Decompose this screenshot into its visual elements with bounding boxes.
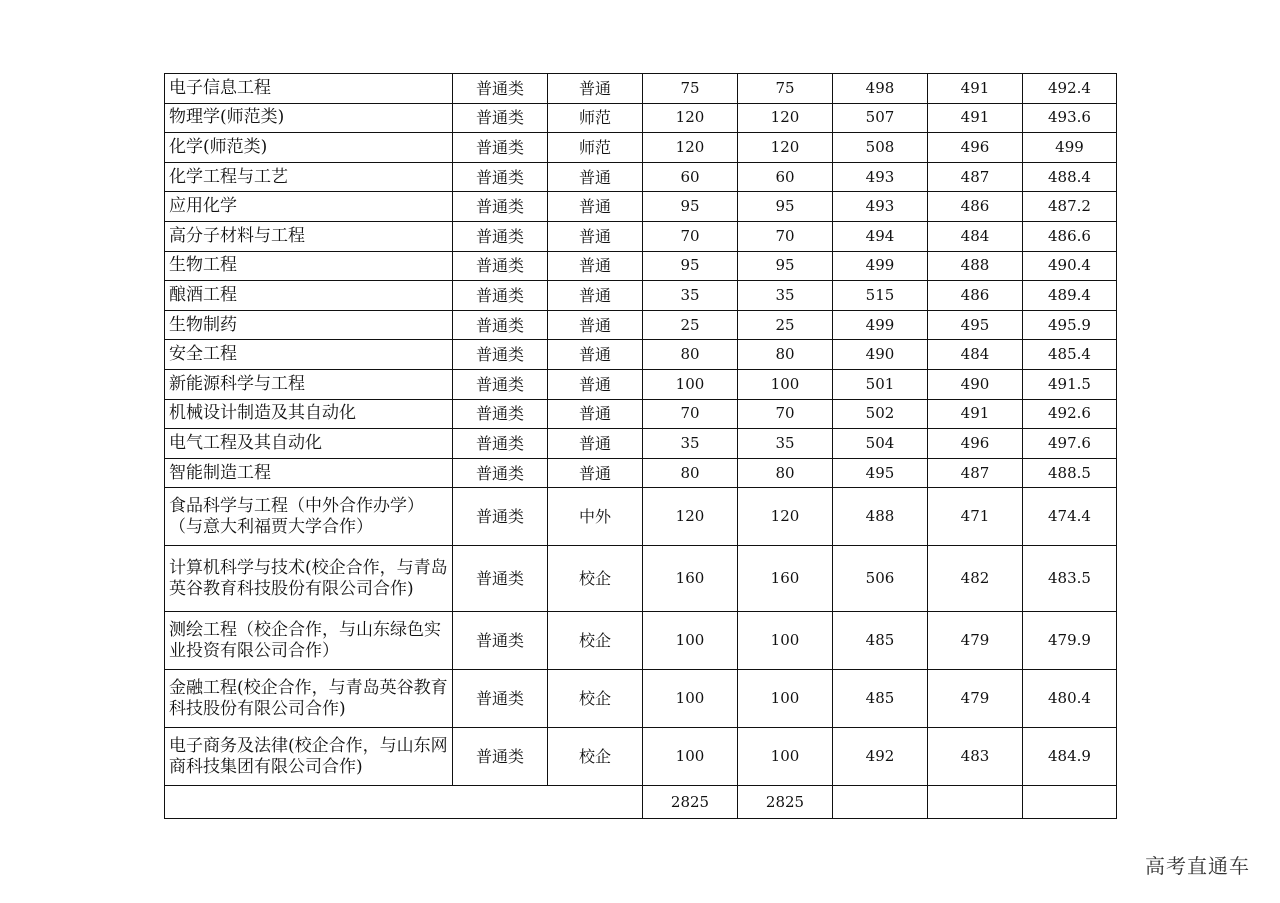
avg-score-cell: 490.4 [1023,251,1117,281]
category-cell: 普通类 [453,429,548,459]
avg-score-cell: 493.6 [1023,103,1117,133]
major-cell: 测绘工程（校企合作，与山东绿色实业投资有限公司合作） [165,612,453,670]
max-score-cell: 493 [833,162,928,192]
total-avg-cell [1023,786,1117,819]
enrolled-cell: 100 [738,612,833,670]
category-cell: 普通类 [453,251,548,281]
category-cell: 普通类 [453,103,548,133]
plan-cell: 60 [643,162,738,192]
total-plan-cell: 2825 [643,786,738,819]
major-cell: 高分子材料与工程 [165,221,453,251]
avg-score-cell: 488.4 [1023,162,1117,192]
plan-cell: 80 [643,458,738,488]
category-cell: 普通类 [453,488,548,546]
major-cell: 智能制造工程 [165,458,453,488]
min-score-cell: 495 [928,310,1023,340]
max-score-cell: 506 [833,546,928,612]
avg-score-cell: 483.5 [1023,546,1117,612]
category-cell: 普通类 [453,192,548,222]
max-score-cell: 488 [833,488,928,546]
avg-score-cell: 497.6 [1023,429,1117,459]
major-cell: 计算机科学与技术(校企合作，与青岛英谷教育科技股份有限公司合作) [165,546,453,612]
type-cell: 普通 [548,74,643,104]
enrolled-cell: 100 [738,728,833,786]
min-score-cell: 490 [928,369,1023,399]
table-row [165,162,1117,192]
min-score-cell: 482 [928,546,1023,612]
enrolled-cell: 25 [738,310,833,340]
totals-label-cell [165,786,643,819]
admission-score-table [164,73,1117,819]
enrolled-cell: 35 [738,429,833,459]
table-row [165,103,1117,133]
min-score-cell: 496 [928,133,1023,163]
plan-cell: 100 [643,670,738,728]
category-cell: 普通类 [453,133,548,163]
major-cell: 生物制药 [165,310,453,340]
min-score-cell: 471 [928,488,1023,546]
table-body [165,74,1117,819]
min-score-cell: 484 [928,340,1023,370]
plan-cell: 100 [643,612,738,670]
type-cell: 师范 [548,103,643,133]
plan-cell: 95 [643,192,738,222]
table-row [165,612,1117,670]
total-max-cell [833,786,928,819]
type-cell: 师范 [548,133,643,163]
major-cell: 电子商务及法律(校企合作，与山东网商科技集团有限公司合作) [165,728,453,786]
table-row [165,429,1117,459]
plan-cell: 120 [643,488,738,546]
type-cell: 普通 [548,281,643,311]
avg-score-cell: 487.2 [1023,192,1117,222]
enrolled-cell: 100 [738,369,833,399]
plan-cell: 100 [643,369,738,399]
min-score-cell: 487 [928,162,1023,192]
enrolled-cell: 95 [738,192,833,222]
table-row [165,340,1117,370]
category-cell: 普通类 [453,74,548,104]
category-cell: 普通类 [453,310,548,340]
major-cell: 化学(师范类) [165,133,453,163]
min-score-cell: 486 [928,192,1023,222]
category-cell: 普通类 [453,221,548,251]
max-score-cell: 507 [833,103,928,133]
min-score-cell: 491 [928,74,1023,104]
enrolled-cell: 35 [738,281,833,311]
min-score-cell: 479 [928,612,1023,670]
table-row [165,310,1117,340]
type-cell: 普通 [548,162,643,192]
type-cell: 普通 [548,429,643,459]
min-score-cell: 479 [928,670,1023,728]
min-score-cell: 491 [928,399,1023,429]
category-cell: 普通类 [453,612,548,670]
total-min-cell [928,786,1023,819]
category-cell: 普通类 [453,340,548,370]
major-cell: 酿酒工程 [165,281,453,311]
avg-score-cell: 495.9 [1023,310,1117,340]
category-cell: 普通类 [453,162,548,192]
major-cell: 生物工程 [165,251,453,281]
total-enrolled-cell: 2825 [738,786,833,819]
category-cell: 普通类 [453,458,548,488]
table-row [165,369,1117,399]
table-row [165,488,1117,546]
enrolled-cell: 75 [738,74,833,104]
type-cell: 普通 [548,221,643,251]
major-cell: 机械设计制造及其自动化 [165,399,453,429]
plan-cell: 70 [643,221,738,251]
min-score-cell: 486 [928,281,1023,311]
min-score-cell: 484 [928,221,1023,251]
enrolled-cell: 120 [738,488,833,546]
enrolled-cell: 120 [738,133,833,163]
major-cell: 物理学(师范类) [165,103,453,133]
max-score-cell: 501 [833,369,928,399]
type-cell: 中外 [548,488,643,546]
table-row [165,728,1117,786]
category-cell: 普通类 [453,546,548,612]
enrolled-cell: 70 [738,221,833,251]
avg-score-cell: 484.9 [1023,728,1117,786]
major-cell: 金融工程(校企合作，与青岛英谷教育科技股份有限公司合作) [165,670,453,728]
avg-score-cell: 479.9 [1023,612,1117,670]
max-score-cell: 485 [833,612,928,670]
enrolled-cell: 60 [738,162,833,192]
avg-score-cell: 474.4 [1023,488,1117,546]
type-cell: 校企 [548,612,643,670]
max-score-cell: 494 [833,221,928,251]
type-cell: 普通 [548,458,643,488]
table-row [165,399,1117,429]
max-score-cell: 499 [833,251,928,281]
avg-score-cell: 492.6 [1023,399,1117,429]
avg-score-cell: 492.4 [1023,74,1117,104]
category-cell: 普通类 [453,369,548,399]
avg-score-cell: 480.4 [1023,670,1117,728]
max-score-cell: 508 [833,133,928,163]
type-cell: 普通 [548,399,643,429]
max-score-cell: 485 [833,670,928,728]
table-row [165,670,1117,728]
plan-cell: 75 [643,74,738,104]
max-score-cell: 515 [833,281,928,311]
table-row [165,281,1117,311]
enrolled-cell: 80 [738,458,833,488]
max-score-cell: 499 [833,310,928,340]
table-row [165,74,1117,104]
max-score-cell: 495 [833,458,928,488]
category-cell: 普通类 [453,281,548,311]
plan-cell: 120 [643,133,738,163]
max-score-cell: 492 [833,728,928,786]
plan-cell: 120 [643,103,738,133]
enrolled-cell: 80 [738,340,833,370]
type-cell: 普通 [548,251,643,281]
max-score-cell: 504 [833,429,928,459]
max-score-cell: 502 [833,399,928,429]
type-cell: 校企 [548,546,643,612]
totals-row [165,786,1117,819]
plan-cell: 35 [643,429,738,459]
plan-cell: 35 [643,281,738,311]
plan-cell: 25 [643,310,738,340]
min-score-cell: 487 [928,458,1023,488]
category-cell: 普通类 [453,399,548,429]
table-row [165,192,1117,222]
min-score-cell: 483 [928,728,1023,786]
watermark-text: 高考直通车 [1145,854,1250,878]
avg-score-cell: 491.5 [1023,369,1117,399]
min-score-cell: 491 [928,103,1023,133]
major-cell: 电子信息工程 [165,74,453,104]
type-cell: 校企 [548,670,643,728]
avg-score-cell: 488.5 [1023,458,1117,488]
max-score-cell: 493 [833,192,928,222]
table-row [165,251,1117,281]
min-score-cell: 496 [928,429,1023,459]
category-cell: 普通类 [453,728,548,786]
avg-score-cell: 499 [1023,133,1117,163]
enrolled-cell: 100 [738,670,833,728]
avg-score-cell: 486.6 [1023,221,1117,251]
major-cell: 新能源科学与工程 [165,369,453,399]
enrolled-cell: 70 [738,399,833,429]
avg-score-cell: 489.4 [1023,281,1117,311]
type-cell: 校企 [548,728,643,786]
min-score-cell: 488 [928,251,1023,281]
type-cell: 普通 [548,340,643,370]
major-cell: 食品科学与工程（中外合作办学）（与意大利福贾大学合作） [165,488,453,546]
major-cell: 应用化学 [165,192,453,222]
max-score-cell: 498 [833,74,928,104]
major-cell: 安全工程 [165,340,453,370]
plan-cell: 160 [643,546,738,612]
table-row [165,221,1117,251]
category-cell: 普通类 [453,670,548,728]
table-row [165,133,1117,163]
avg-score-cell: 485.4 [1023,340,1117,370]
enrolled-cell: 95 [738,251,833,281]
enrolled-cell: 120 [738,103,833,133]
major-cell: 化学工程与工艺 [165,162,453,192]
plan-cell: 80 [643,340,738,370]
table-row [165,458,1117,488]
type-cell: 普通 [548,192,643,222]
table-row [165,546,1117,612]
type-cell: 普通 [548,369,643,399]
plan-cell: 100 [643,728,738,786]
major-cell: 电气工程及其自动化 [165,429,453,459]
max-score-cell: 490 [833,340,928,370]
plan-cell: 95 [643,251,738,281]
plan-cell: 70 [643,399,738,429]
type-cell: 普通 [548,310,643,340]
enrolled-cell: 160 [738,546,833,612]
